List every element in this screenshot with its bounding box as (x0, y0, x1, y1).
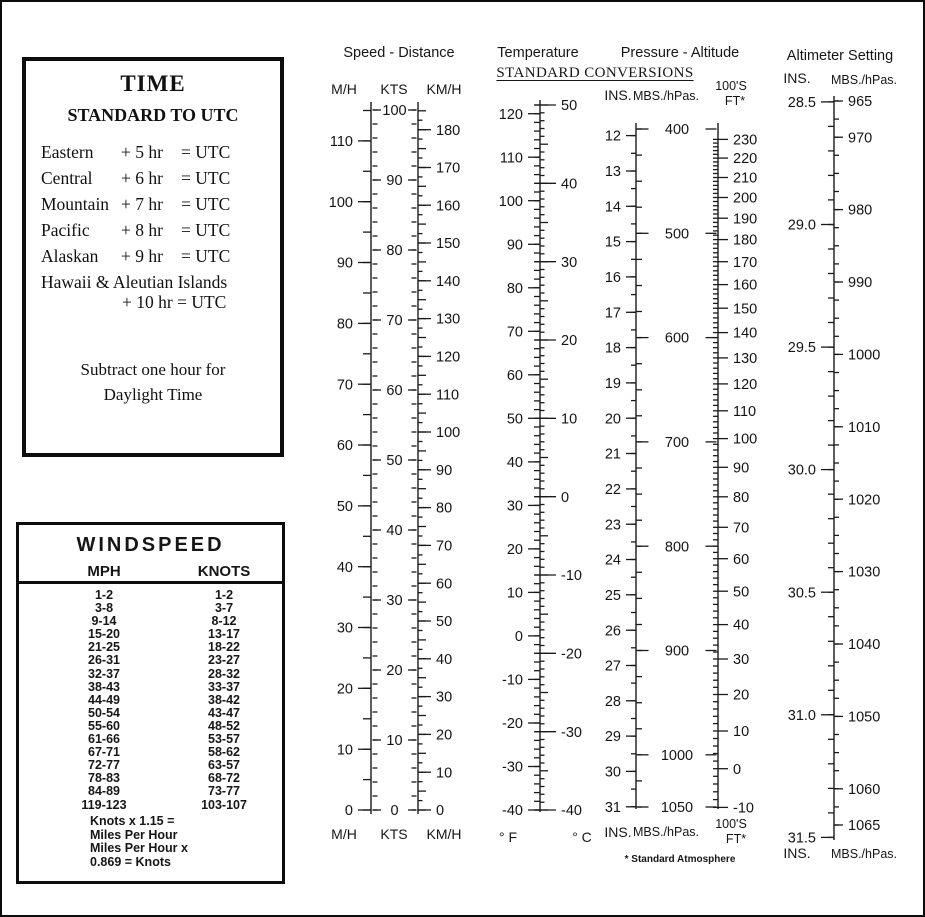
svg-text:1020: 1020 (848, 492, 881, 509)
deg-f-footer: ° F (498, 829, 518, 845)
daylight-note-line1: Subtract one hour for (80, 360, 226, 379)
svg-text:180: 180 (733, 232, 758, 249)
svg-text:31.5: 31.5 (787, 830, 816, 847)
svg-text:970: 970 (848, 130, 873, 147)
svg-text:230: 230 (733, 132, 758, 149)
svg-text:13: 13 (604, 164, 621, 181)
windspeed-cell: 44-49 (88, 692, 120, 707)
svg-text:80: 80 (336, 316, 353, 333)
altimeter-mbs-header: MBS./hPas. (831, 73, 897, 87)
svg-text:28: 28 (604, 693, 621, 710)
time-row-text: Eastern (41, 141, 94, 162)
svg-text:20: 20 (386, 663, 403, 680)
windspeed-cell: 119-123 (81, 797, 127, 812)
svg-text:20: 20 (336, 681, 353, 698)
svg-text:0: 0 (344, 803, 353, 820)
time-row-text: + 5 hr (121, 141, 163, 162)
svg-text:25: 25 (604, 587, 621, 604)
pressure-hundreds-header: 100'S (715, 79, 747, 93)
svg-text:70: 70 (733, 520, 750, 537)
svg-text:110: 110 (499, 150, 523, 167)
svg-text:0: 0 (436, 803, 445, 820)
svg-text:140: 140 (733, 325, 758, 342)
svg-text:80: 80 (436, 500, 453, 517)
svg-text:110: 110 (733, 403, 757, 420)
time-row-text: = UTC (181, 219, 231, 240)
svg-text:50: 50 (386, 453, 403, 470)
windspeed-formula-line: Knots x 1.15 = (90, 814, 175, 828)
svg-text:19: 19 (604, 375, 621, 392)
windspeed-cell: 21-25 (88, 640, 120, 655)
altimeter-ins-header: INS. (783, 70, 811, 86)
svg-text:170: 170 (733, 254, 758, 271)
pressure-ins-footer: INS. (604, 824, 632, 840)
conversion-scales-canvas (2, 2, 925, 917)
svg-text:0: 0 (390, 803, 399, 820)
windspeed-cell: 8-12 (211, 614, 237, 629)
svg-text:90: 90 (506, 237, 523, 254)
svg-text:150: 150 (733, 301, 758, 318)
standard-conversions-heading: STANDARD CONVERSIONS (496, 65, 694, 81)
svg-text:40: 40 (561, 176, 578, 193)
svg-text:40: 40 (436, 651, 453, 668)
time-row-text: = UTC (181, 245, 231, 266)
svg-text:50: 50 (506, 411, 523, 428)
svg-text:60: 60 (506, 367, 523, 384)
svg-text:1050: 1050 (848, 709, 881, 726)
svg-text:90: 90 (336, 255, 353, 272)
windspeed-cell: 15-20 (88, 627, 120, 642)
altimeter-mbs-footer: MBS./hPas. (831, 847, 897, 861)
time-subtitle: STANDARD TO UTC (67, 105, 239, 125)
pressure-altitude-title: Pressure - Altitude (620, 45, 740, 61)
time-row-text: = UTC (181, 167, 231, 188)
svg-text:965: 965 (848, 94, 873, 111)
kmh-footer: KM/H (426, 826, 462, 842)
svg-text:29.5: 29.5 (787, 340, 816, 357)
windspeed-cell: 26-31 (88, 653, 120, 668)
windspeed-formula-line: 0.869 = Knots (90, 854, 171, 869)
svg-text:24: 24 (604, 552, 621, 569)
windspeed-cell: 103-107 (201, 797, 247, 812)
svg-text:130: 130 (436, 311, 461, 328)
pressure-hundreds-footer: 100'S (715, 817, 747, 831)
windspeed-cell: 3-8 (94, 601, 114, 616)
svg-text:80: 80 (386, 243, 403, 260)
svg-text:15: 15 (604, 234, 621, 251)
svg-text:1065: 1065 (848, 818, 881, 835)
svg-text:60: 60 (733, 551, 750, 568)
svg-text:20: 20 (604, 411, 621, 428)
svg-text:31: 31 (604, 799, 621, 816)
svg-text:40: 40 (733, 617, 750, 634)
svg-text:30: 30 (436, 689, 453, 706)
time-row-hawaii-offset: + 10 hr = UTC (122, 292, 227, 312)
svg-text:50: 50 (336, 498, 353, 515)
time-row-hawaii-zone: Hawaii & Aleutian Islands (41, 272, 228, 292)
pressure-mbs-header: MBS./hPas. (633, 89, 699, 103)
windspeed-cell: 28-32 (208, 666, 240, 681)
windspeed-formula-line: Miles Per Hour (90, 827, 178, 842)
svg-text:100: 100 (436, 425, 461, 442)
svg-text:170: 170 (436, 160, 461, 177)
svg-text:0: 0 (561, 489, 570, 506)
svg-text:160: 160 (733, 277, 758, 294)
svg-text:700: 700 (664, 434, 690, 451)
svg-text:150: 150 (436, 236, 461, 253)
svg-text:40: 40 (336, 559, 353, 576)
svg-text:220: 220 (733, 151, 758, 168)
svg-text:70: 70 (336, 377, 353, 394)
svg-text:100: 100 (328, 194, 353, 211)
time-row-text: + 7 hr (121, 193, 163, 214)
mh-header: M/H (331, 81, 357, 97)
svg-text:160: 160 (436, 198, 461, 215)
svg-text:-10: -10 (561, 568, 582, 585)
svg-text:27: 27 (604, 658, 621, 675)
svg-text:30.5: 30.5 (787, 585, 816, 602)
svg-text:190: 190 (733, 211, 758, 228)
svg-text:28.5: 28.5 (787, 94, 816, 111)
windspeed-title: WINDSPEED (76, 534, 225, 556)
svg-text:600: 600 (664, 330, 690, 347)
time-row-text: Central (41, 167, 93, 188)
svg-text:120: 120 (498, 106, 523, 123)
windspeed-cell: 1-2 (94, 588, 114, 602)
svg-text:20: 20 (506, 541, 523, 558)
svg-text:30: 30 (506, 498, 523, 515)
windspeed-cell: 53-57 (208, 732, 240, 747)
svg-text:30.0: 30.0 (787, 462, 816, 479)
svg-text:30: 30 (604, 764, 621, 781)
windspeed-cell: 9-14 (91, 614, 117, 629)
windspeed-cell: 78-83 (88, 771, 120, 786)
svg-text:-10: -10 (733, 800, 754, 817)
svg-text:23: 23 (604, 517, 621, 534)
svg-text:60: 60 (436, 576, 453, 593)
svg-text:-30: -30 (502, 759, 523, 776)
svg-text:900: 900 (664, 643, 690, 660)
svg-text:1030: 1030 (848, 564, 881, 581)
deg-c-footer: ° C (572, 829, 592, 845)
speed-distance-title: Speed - Distance (343, 45, 455, 61)
windspeed-cell: 72-77 (88, 758, 120, 773)
windspeed-cell: 73-77 (208, 784, 240, 799)
kts-header: KTS (380, 81, 408, 97)
svg-text:1040: 1040 (848, 637, 881, 654)
altimeter-ins-footer: INS. (783, 845, 811, 861)
svg-text:500: 500 (664, 226, 690, 243)
windspeed-cell: 67-71 (88, 745, 120, 760)
time-row-text: + 9 hr (121, 245, 163, 266)
svg-text:110: 110 (329, 133, 353, 150)
pressure-ins-header: INS. (604, 87, 632, 103)
time-row-text: = UTC (181, 141, 231, 162)
svg-text:-30: -30 (561, 724, 582, 741)
standard-atmosphere-note: * Standard Atmosphere (624, 854, 736, 865)
svg-text:130: 130 (733, 350, 758, 367)
svg-text:10: 10 (386, 733, 403, 750)
pressure-mbs-footer: MBS./hPas. (633, 825, 699, 839)
svg-text:14: 14 (604, 199, 621, 216)
svg-text:50: 50 (733, 584, 750, 601)
svg-text:0: 0 (733, 761, 742, 778)
windspeed-cell: 55-60 (88, 718, 120, 733)
windspeed-cell: 38-42 (208, 692, 240, 707)
svg-text:120: 120 (436, 349, 461, 366)
mh-footer: M/H (331, 826, 357, 842)
svg-text:40: 40 (386, 523, 403, 540)
svg-text:22: 22 (604, 481, 621, 498)
windspeed-col-knots: KNOTS (197, 563, 251, 580)
svg-text:31.0: 31.0 (787, 707, 816, 724)
svg-text:30: 30 (733, 652, 750, 669)
svg-text:100: 100 (733, 431, 758, 448)
kmh-header: KM/H (426, 81, 462, 97)
svg-text:210: 210 (733, 170, 758, 187)
windspeed-cell: 18-22 (208, 640, 240, 655)
svg-text:990: 990 (848, 275, 873, 292)
svg-text:30: 30 (386, 593, 403, 610)
svg-text:110: 110 (436, 387, 460, 404)
svg-text:12: 12 (604, 128, 621, 145)
svg-text:180: 180 (436, 122, 461, 139)
svg-text:50: 50 (561, 98, 578, 115)
windspeed-cell: 1-2 (214, 588, 234, 602)
svg-text:17: 17 (604, 305, 621, 322)
svg-text:10: 10 (436, 765, 453, 782)
windspeed-cell: 32-37 (88, 666, 120, 681)
svg-text:100: 100 (498, 193, 523, 210)
svg-text:-40: -40 (502, 803, 523, 820)
svg-text:60: 60 (386, 383, 403, 400)
pressure-ft-header: FT* (724, 94, 746, 108)
svg-text:980: 980 (848, 202, 873, 219)
windspeed-formula-line: Miles Per Hour x (90, 841, 188, 855)
svg-text:10: 10 (561, 411, 578, 428)
svg-text:30: 30 (336, 620, 353, 637)
svg-text:0: 0 (514, 628, 523, 645)
svg-text:10: 10 (733, 724, 750, 741)
svg-text:-40: -40 (561, 803, 582, 820)
pressure-ft-footer: FT* (725, 832, 747, 846)
windspeed-cell: 23-27 (208, 653, 240, 668)
svg-text:1060: 1060 (848, 781, 881, 798)
svg-text:20: 20 (733, 687, 750, 704)
svg-text:60: 60 (336, 438, 353, 455)
svg-text:80: 80 (733, 489, 750, 506)
svg-text:120: 120 (733, 376, 758, 393)
time-title: TIME (120, 71, 186, 96)
svg-text:18: 18 (604, 340, 621, 357)
windspeed-cell: 48-52 (208, 718, 240, 733)
svg-text:1000: 1000 (848, 347, 881, 364)
temperature-title: Temperature (497, 45, 579, 61)
windspeed-cell: 3-7 (214, 601, 234, 616)
windspeed-cell: 61-66 (88, 732, 120, 747)
svg-text:80: 80 (506, 280, 523, 297)
windspeed-cell: 38-43 (88, 679, 120, 694)
svg-text:100: 100 (382, 103, 407, 120)
windspeed-cell: 13-17 (208, 627, 240, 642)
windspeed-cell: 58-62 (208, 745, 240, 760)
svg-text:90: 90 (436, 462, 453, 479)
time-row-text: Mountain (41, 193, 110, 214)
windspeed-cell: 68-72 (208, 771, 240, 786)
svg-text:10: 10 (336, 742, 353, 759)
svg-text:70: 70 (436, 538, 453, 555)
svg-text:21: 21 (604, 446, 621, 463)
svg-text:1000: 1000 (660, 747, 694, 764)
windspeed-cell: 33-37 (208, 679, 240, 694)
svg-text:800: 800 (664, 539, 690, 556)
altimeter-title: Altimeter Setting (786, 48, 894, 64)
time-row-text: + 8 hr (121, 219, 163, 240)
svg-text:400: 400 (664, 122, 690, 139)
svg-text:10: 10 (506, 585, 523, 602)
svg-text:140: 140 (436, 273, 461, 290)
svg-text:20: 20 (436, 727, 453, 744)
time-row-text: = UTC (181, 193, 231, 214)
svg-text:-10: -10 (502, 672, 523, 689)
svg-text:1010: 1010 (848, 419, 881, 436)
svg-text:70: 70 (506, 324, 523, 341)
svg-text:26: 26 (604, 623, 621, 640)
windspeed-col-mph: MPH (87, 563, 121, 580)
svg-text:40: 40 (506, 454, 523, 471)
svg-text:70: 70 (386, 313, 403, 330)
svg-text:29.0: 29.0 (787, 217, 816, 234)
svg-text:16: 16 (604, 269, 621, 286)
svg-text:1050: 1050 (660, 800, 694, 817)
svg-text:90: 90 (733, 460, 750, 477)
windspeed-cell: 50-54 (88, 705, 120, 720)
svg-text:29: 29 (604, 729, 621, 746)
svg-text:-20: -20 (502, 716, 523, 733)
svg-text:200: 200 (733, 190, 758, 207)
daylight-note-line2: Daylight Time (103, 385, 203, 404)
time-row-text: Pacific (41, 219, 90, 240)
kts-footer: KTS (380, 826, 408, 842)
windspeed-cell: 63-57 (208, 758, 240, 773)
windspeed-cell: 84-89 (88, 784, 120, 799)
svg-text:-20: -20 (561, 646, 582, 663)
svg-text:30: 30 (561, 254, 578, 271)
windspeed-cell: 43-47 (208, 705, 240, 720)
time-row-text: + 6 hr (121, 167, 163, 188)
time-row-text: Alaskan (41, 245, 99, 266)
svg-text:90: 90 (386, 173, 403, 190)
svg-text:50: 50 (436, 614, 453, 631)
conversion-scales-svg (2, 2, 925, 917)
svg-text:20: 20 (561, 333, 578, 350)
